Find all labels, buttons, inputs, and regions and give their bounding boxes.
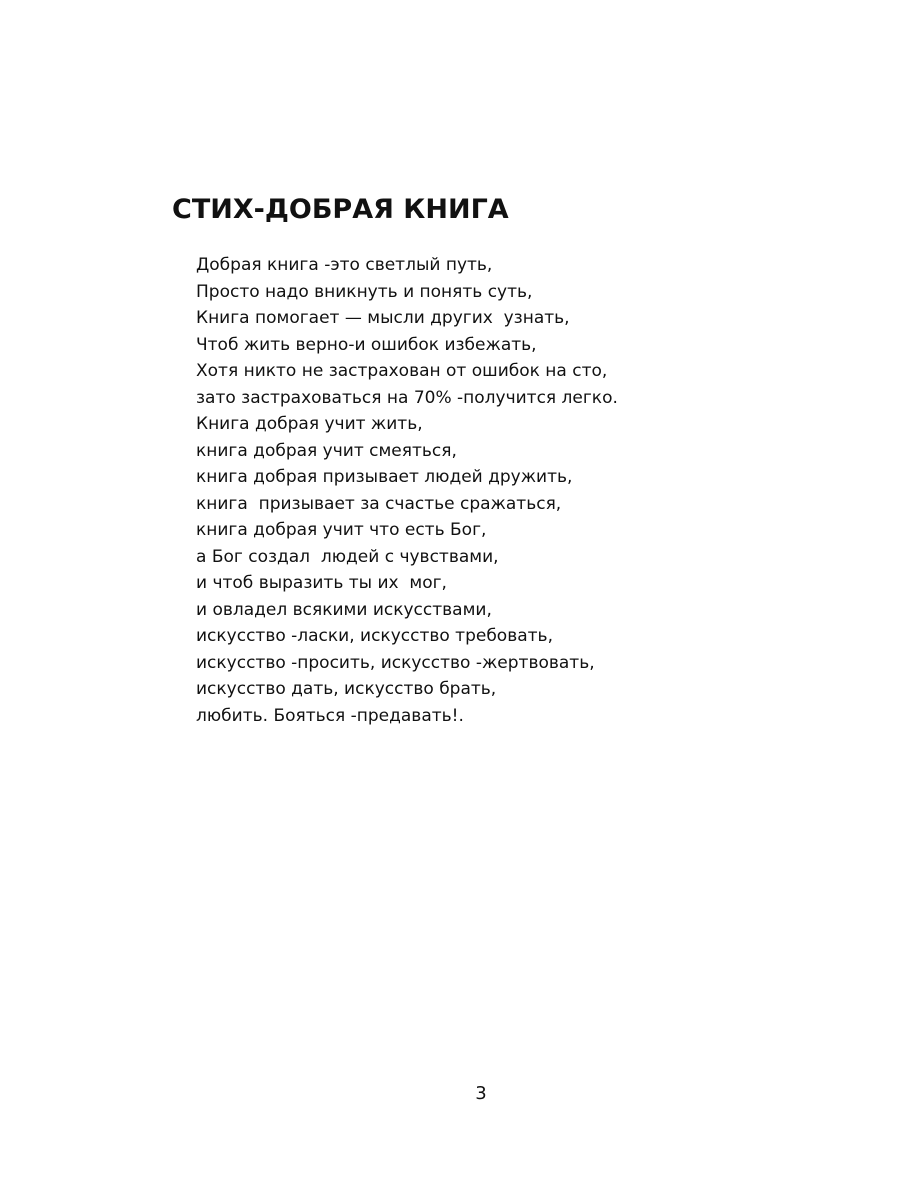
poem-line: Добрая книга -это светлый путь, [196,255,493,275]
poem-line: Книга добрая учит жить, [196,414,423,434]
poem-line: книга добрая учит что есть Бог, [196,520,487,540]
poem-title: СТИХ-ДОБРАЯ КНИГА [172,194,509,225]
poem-line: и чтоб выразить ты их мог, [196,573,447,593]
page-number: 3 [475,1083,487,1104]
poem-body [196,252,618,729]
poem-line: зато застраховаться на 70% -получится легко. [196,387,618,408]
poem-line: любить. Бояться -предавать!. [196,705,464,726]
poem-line: Хотя никто не застрахован от ошибок на сто, [196,361,608,381]
poem-line: искусство -ласки, искусство требовать, [196,626,553,646]
poem-line: книга призывает за счастье сражаться, [196,493,562,514]
poem-line: книга добрая призывает людей дружить, [196,467,573,487]
poem-line: искусство -просить, искусство -жертвовать, [196,652,595,673]
poem-line: а Бог создал людей с чувствами, [196,546,499,567]
poem-line: искусство дать, искусство брать, [196,679,497,699]
poem-line: Просто надо вникнуть и понять суть, [196,281,533,302]
poem-line: книга добрая учит смеяться, [196,440,457,461]
poem-line: Чтоб жить верно-и ошибок избежать, [196,334,537,355]
poem-line: Книга помогает — мысли других узнать, [196,308,570,328]
poem-line: и овладел всякими искусствами, [196,599,492,620]
